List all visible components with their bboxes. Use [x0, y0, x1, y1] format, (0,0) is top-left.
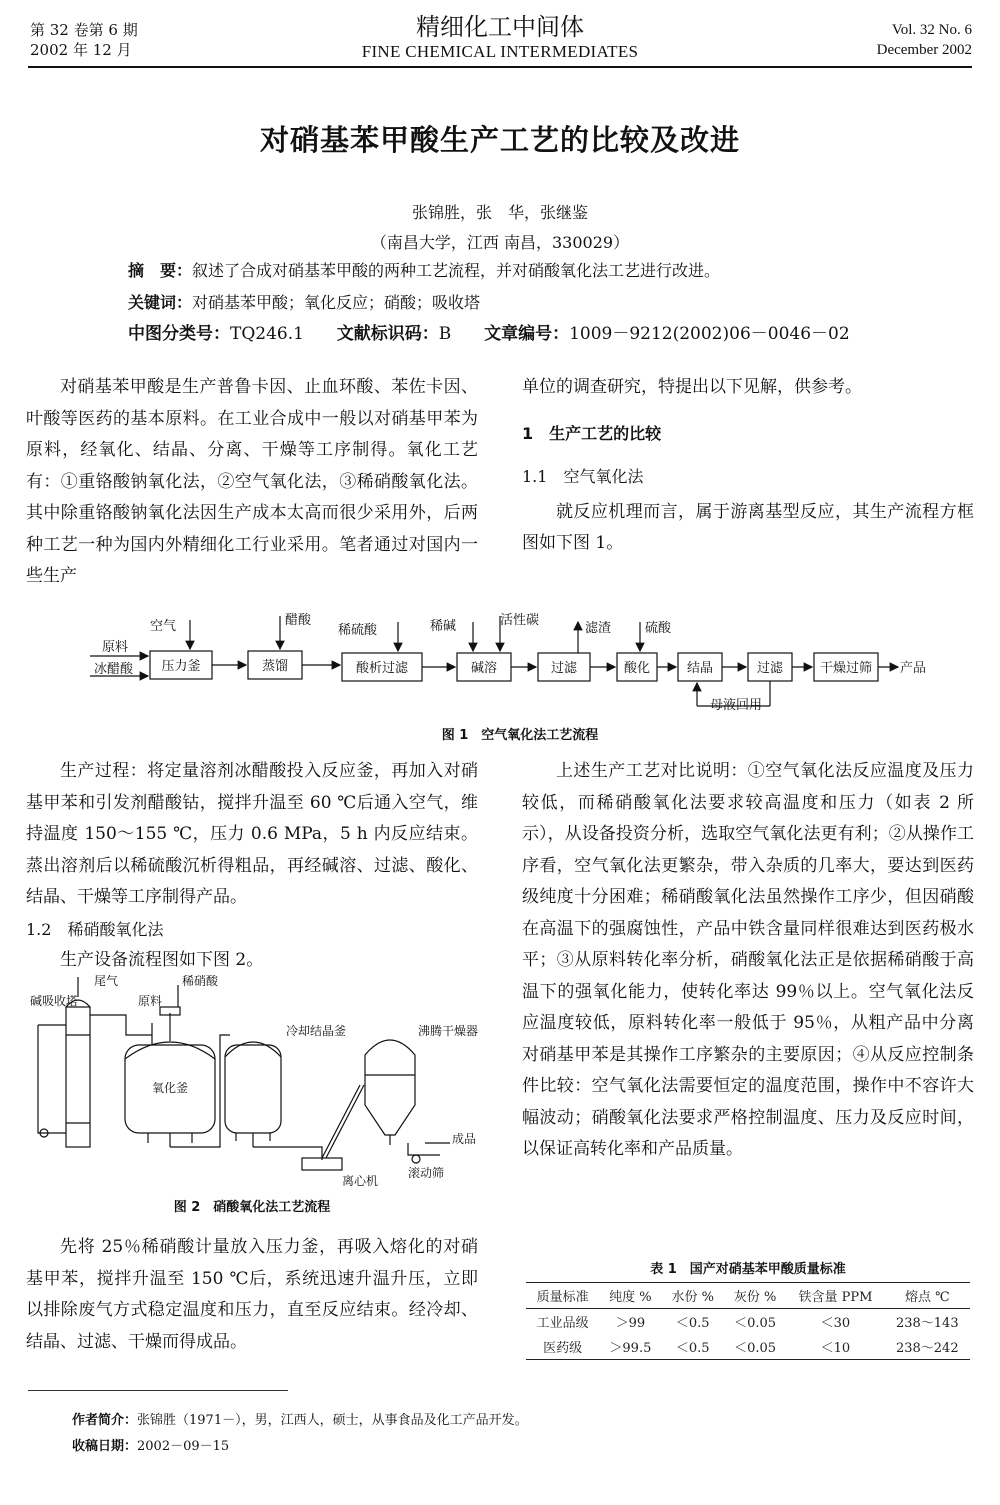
fig1-label-alkali: 碱溶	[470, 661, 498, 676]
quality-table	[526, 1282, 970, 1360]
author-bio-text: 张锦胜（1971－），男，江西人，硕士，从事食品及化工产品开发。	[137, 1413, 528, 1428]
table-header-cell: 铁含量 PPM	[786, 1283, 884, 1309]
table-cell: 238～242	[885, 1334, 970, 1360]
fig2-cooling-crystallizer	[225, 1045, 281, 1133]
fig1-top-dilute-sulfuric: 稀硫酸	[338, 623, 378, 638]
comparison-text: 上述生产工艺对比说明：①空气氧化法反应温度及压力较低，而稀硝酸氧化法要求较高温度和压力（如表 2 所示），从设备投资分析，选取空气氧化法更有利；②从操作工序看，空气氧化法更繁杂，带入杂质的几率大，要达到医药级纯度十分困难；稀硝酸氧化法虽然操作工序少，但因硝酸在高温下的强腐蚀性，产品中铁含量同样很难达到医药极水平；③从原料转化率分析，硝酸氧化法正是依据稀硝酸于高温下的强氧化能力，使转化率达 99％以上。空气氧化法反应温度较低，原料转化率一般低于 95％，从粗产品中分离对硝基甲苯是其操作工序繁杂的主要原因；④从反应控制条件比较：空气氧化法需要恒定的温度范围，操作中不容许大幅波动；硝酸氧化法要求严格控制温度、压力及反应时间，以保证高转化率和产品质量。	[522, 761, 974, 1159]
table-row	[526, 1309, 970, 1335]
section-1-heading: 1 生产工艺的比较	[522, 423, 662, 443]
table-header-cell: 熔点 ℃	[885, 1283, 970, 1309]
fig2-fluid-dryer	[365, 1040, 415, 1135]
fig1-top-acetic: 醋酸	[285, 613, 312, 628]
journal-issue-en	[877, 20, 972, 60]
right-intro-text: 单位的调查研究，特提出以下见解，供参考。	[522, 377, 862, 397]
journal-name-en: FINE CHEMICAL INTERMEDIATES	[361, 42, 639, 61]
process-paragraph	[26, 756, 478, 977]
figure-1-caption: 图 1 空气氧化法工艺流程	[441, 728, 599, 743]
fig1-recycle: 母液回用	[710, 698, 763, 713]
fig2-label-centrifuge: 离心机	[342, 1174, 379, 1188]
table-row	[526, 1334, 970, 1360]
abstract-label: 摘 要：	[128, 261, 193, 280]
classification-line	[128, 323, 888, 345]
section-1-2-text: 生产设备流程图如下图 2。	[60, 950, 264, 970]
table-header-cell: 水份 %	[662, 1283, 724, 1309]
fig1-top-residue: 滤渣	[585, 621, 612, 636]
fig1-top-carbon: 活性碳	[500, 613, 540, 628]
table-header-cell: 质量标准	[526, 1283, 599, 1309]
fig1-input-raw: 原料	[102, 640, 129, 655]
journal-issue-cn	[30, 20, 138, 60]
intro-text: 对硝基苯甲酸是生产普鲁卡因、止血环酸、苯佐卡因、叶酸等医药的基本原料。在工业合成中一般以对硝基甲苯为原料，经氧化、结晶、分离、干燥等工序制得。氧化工艺有：①重铬酸钠氧化法，②空气氧化法，③稀硝酸氧化法。其中除重铬酸钠氧化法因生产成本太高而很少采用外，后两种工艺一种为国内外精细化工行业采用。笔者通过对国内一些生产	[26, 377, 478, 586]
volume-line: Vol. 32 No. 6	[891, 22, 972, 38]
table-cell: ＜30	[820, 1316, 851, 1331]
fig2-label-dryer: 沸腾干燥器	[418, 1024, 479, 1038]
fig2-label-product: 成品	[452, 1132, 477, 1146]
fig1-top-dilute-alkali: 稀碱	[430, 619, 457, 634]
table-cell: ＜0.5	[675, 1316, 710, 1331]
author-bio	[72, 1410, 528, 1432]
fig1-label-dry-sieve: 干燥过筛	[819, 661, 873, 676]
fig2-label-oxidation-kettle: 氧化釜	[151, 1081, 189, 1095]
journal-name	[300, 12, 700, 62]
process-text: 生产过程：将定量溶剂冰醋酸投入反应釜，再加入对硝基甲苯和引发剂醋酸钴，搅拌升温至 60 ℃后通入空气，维持温度 150～155 ℃，压力 0.6 MPa，5 h 内反应结束。蒸出溶剂后以稀硫酸沉析得粗品，再经碱溶、过滤、酸化、结晶、干燥等工序制得产品。	[26, 761, 478, 907]
received-date	[72, 1436, 229, 1458]
table-header-cell: 纯度 %	[599, 1283, 661, 1309]
fig2-label-raw: 原料	[138, 994, 163, 1008]
abstract	[128, 260, 888, 282]
clc-label: 中图分类号：	[128, 324, 230, 344]
table-header-cell: 灰份 %	[724, 1283, 786, 1309]
figure-2-caption: 图 2 硝酸氧化法工艺流程	[173, 1200, 331, 1215]
fig1-product: 产品	[900, 661, 927, 676]
article-no-value: 1009－9212(2002)06－0046－02	[569, 324, 850, 344]
figure-1-flowchart	[80, 608, 940, 723]
fig1-label-filter2: 过滤	[756, 661, 784, 676]
table-cell: ＞99.5	[599, 1334, 661, 1360]
section-1-2-heading: 1.2 稀硝酸氧化法	[26, 919, 164, 939]
fig2-label-tail-gas: 尾气	[94, 975, 119, 988]
fig2-label-sieve: 滚动筛	[408, 1166, 445, 1180]
received-date-label: 收稿日期：	[72, 1439, 138, 1454]
clc-value: TQ246.1	[230, 324, 304, 344]
doccode-label: 文献标识码：	[336, 324, 439, 344]
author-bio-label: 作者简介：	[72, 1413, 138, 1428]
table-cell: 工业品级	[536, 1316, 589, 1331]
header-rule	[28, 66, 972, 68]
issue-date: 2002 年 12 月	[30, 41, 132, 59]
footnote-rule	[28, 1390, 288, 1391]
final-text: 先将 25％稀硝酸计量放入压力釜，再吸入熔化的对硝基甲苯，搅拌升温至 150 ℃后，系统迅速升温升压，立即以排除废气方式稳定温度和压力，直至反应结束。经冷却、结晶、过滤、干燥而得成品。	[26, 1237, 478, 1352]
keywords-text: 对硝基苯甲酸；氧化反应；硝酸；吸收塔	[192, 293, 481, 312]
journal-name-cn: 精细化工中间体	[416, 13, 584, 41]
right-intro	[522, 372, 974, 560]
table-cell: ＜0.05	[724, 1334, 786, 1360]
keywords	[128, 292, 888, 314]
fig1-top-sulfuric: 硫酸	[645, 621, 672, 636]
table-header-row	[526, 1283, 970, 1309]
fig2-rolling-sieve	[412, 1155, 420, 1163]
table-cell: 238～143	[895, 1316, 959, 1331]
fig2-label-absorber: 碱吸收塔	[30, 994, 79, 1008]
comparison-paragraph	[522, 756, 974, 1166]
table-cell: ＜10	[786, 1334, 884, 1360]
fig1-label-acidify: 酸化	[623, 661, 651, 676]
table-cell: ＜0.5	[662, 1334, 724, 1360]
figure-2-equipment	[30, 975, 490, 1190]
affiliation: （南昌大学，江西 南昌，330029）	[370, 233, 630, 252]
table-cell: ＞99	[615, 1316, 646, 1331]
volume-date: December 2002	[876, 42, 972, 58]
table-cell: 医药级	[526, 1334, 599, 1360]
fig1-label-filter: 过滤	[550, 661, 578, 676]
fig1-label-crystallize: 结晶	[686, 661, 714, 676]
doccode-value: B	[438, 324, 452, 344]
table-1-caption: 表 1 国产对硝基苯甲酸质量标准	[650, 1262, 846, 1277]
received-date-value: 2002－09－15	[137, 1439, 230, 1454]
intro-paragraph	[26, 372, 478, 593]
article-no-label: 文章编号：	[484, 324, 570, 344]
fig1-label-acid-filter: 酸析过滤	[355, 661, 409, 676]
fig1-input-acetic: 冰醋酸	[94, 662, 134, 677]
section-1-1-text: 就反应机理而言，属于游离基型反应，其生产流程方框图如下图 1。	[522, 501, 974, 553]
fig2-label-dilute-nitric: 稀硝酸	[182, 975, 219, 988]
authors: 张锦胜，张 华，张继鉴	[411, 203, 588, 222]
fig2-label-crystallizer: 冷却结晶釜	[286, 1024, 347, 1038]
keywords-label: 关键词：	[128, 293, 193, 312]
fig1-label-distill: 蒸馏	[261, 659, 289, 674]
fig1-top-air: 空气	[150, 619, 177, 634]
issue-line: 第 32 卷第 6 期	[30, 21, 138, 39]
section-1-1-heading: 1.1 空气氧化法	[522, 467, 644, 486]
final-paragraph	[26, 1232, 478, 1358]
paper-title: 对硝基苯甲酸生产工艺的比较及改进	[259, 123, 740, 157]
fig2-absorption-tower	[66, 1007, 90, 1147]
abstract-text: 叙述了合成对硝基苯甲酸的两种工艺流程，并对硝酸氧化法工艺进行改进。	[192, 261, 721, 280]
table-cell: ＜0.05	[734, 1316, 777, 1331]
fig1-label-pressure-kettle: 压力釜	[161, 659, 201, 674]
